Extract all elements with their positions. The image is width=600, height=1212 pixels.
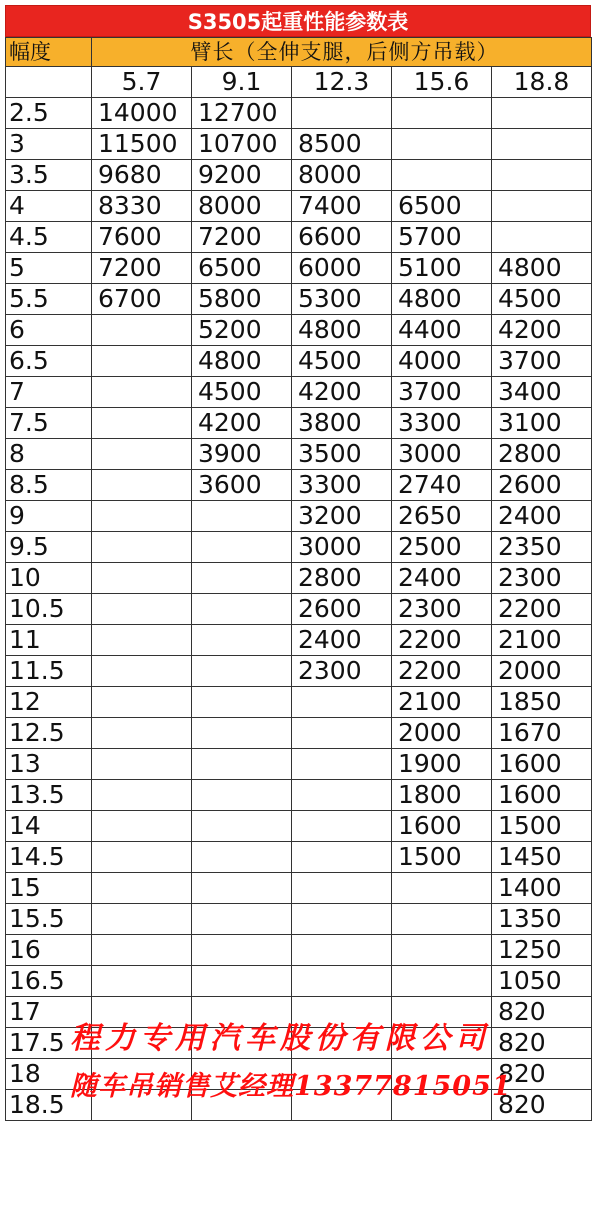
- radius-cell: 6.5: [6, 346, 92, 377]
- radius-cell: 5.5: [6, 284, 92, 315]
- load-cell: 2100: [392, 687, 492, 718]
- radius-cell: 17.5: [6, 1028, 92, 1059]
- load-cell: [292, 1028, 392, 1059]
- load-cell: [92, 470, 192, 501]
- capacity-sheet: [5, 5, 591, 1121]
- load-cell: [92, 439, 192, 470]
- load-cell: [292, 749, 392, 780]
- table-row: [6, 501, 592, 532]
- load-cell: 7200: [92, 253, 192, 284]
- load-cell: [92, 563, 192, 594]
- load-cell: [192, 1028, 292, 1059]
- load-cell: [192, 873, 292, 904]
- company-watermark: 程力专用汽车股份有限公司: [70, 1021, 490, 1056]
- load-cell: 2000: [392, 718, 492, 749]
- load-cell: [192, 904, 292, 935]
- load-cell: [92, 935, 192, 966]
- load-cell: 1900: [392, 749, 492, 780]
- load-cell: 8330: [92, 191, 192, 222]
- load-cell: [392, 160, 492, 191]
- load-cell: [92, 315, 192, 346]
- load-cell: [92, 408, 192, 439]
- load-cell: [192, 594, 292, 625]
- load-cell: 2300: [492, 563, 592, 594]
- load-cell: [192, 966, 292, 997]
- radius-cell: 9.5: [6, 532, 92, 563]
- radius-cell: 6: [6, 315, 92, 346]
- radius-cell: 5: [6, 253, 92, 284]
- radius-cell: 12: [6, 687, 92, 718]
- load-cell: [292, 98, 392, 129]
- radius-cell: 14.5: [6, 842, 92, 873]
- table-row: [6, 1090, 592, 1121]
- load-cell: 6500: [192, 253, 292, 284]
- load-cell: 2740: [392, 470, 492, 501]
- load-cell: 1250: [492, 935, 592, 966]
- load-cell: [92, 904, 192, 935]
- table-row: [6, 1059, 592, 1090]
- load-cell: [92, 780, 192, 811]
- load-cell: [192, 1059, 292, 1090]
- load-cell: [92, 346, 192, 377]
- load-cell: 4000: [392, 346, 492, 377]
- load-cell: 1500: [392, 842, 492, 873]
- load-cell: 12700: [192, 98, 292, 129]
- load-cell: 1600: [492, 749, 592, 780]
- load-cell: 5300: [292, 284, 392, 315]
- table-row: [6, 439, 592, 470]
- table-row: [6, 284, 592, 315]
- load-cell: 820: [492, 1090, 592, 1121]
- load-cell: [192, 563, 292, 594]
- load-cell: 3300: [292, 470, 392, 501]
- radius-cell: 13: [6, 749, 92, 780]
- load-cell: [292, 966, 392, 997]
- radius-cell: 10: [6, 563, 92, 594]
- boom-length-cell: 9.1: [192, 67, 292, 98]
- load-cell: 3900: [192, 439, 292, 470]
- load-cell: 3100: [492, 408, 592, 439]
- load-cell: 4800: [392, 284, 492, 315]
- load-cell: 1350: [492, 904, 592, 935]
- load-cell: 5100: [392, 253, 492, 284]
- load-cell: 1600: [492, 780, 592, 811]
- load-cell: 2400: [292, 625, 392, 656]
- load-cell: 7400: [292, 191, 392, 222]
- load-cell: 2400: [492, 501, 592, 532]
- load-cell: [492, 160, 592, 191]
- load-cell: 1670: [492, 718, 592, 749]
- load-cell: [292, 873, 392, 904]
- header-row: [6, 38, 592, 67]
- table-row: [6, 966, 592, 997]
- load-cell: [492, 222, 592, 253]
- radius-cell: 16.5: [6, 966, 92, 997]
- boom-length-cell: 15.6: [392, 67, 492, 98]
- radius-cell: 4: [6, 191, 92, 222]
- load-cell: [92, 811, 192, 842]
- load-cell: 2350: [492, 532, 592, 563]
- load-cell: [192, 532, 292, 563]
- load-cell: 3700: [492, 346, 592, 377]
- load-cell: [292, 811, 392, 842]
- radius-header: 幅度: [6, 38, 92, 67]
- load-cell: [292, 1059, 392, 1090]
- table-row: [6, 315, 592, 346]
- radius-cell: 12.5: [6, 718, 92, 749]
- load-cell: 2200: [392, 656, 492, 687]
- load-chart-table: [5, 37, 592, 1121]
- load-cell: [292, 904, 392, 935]
- radius-cell: 14: [6, 811, 92, 842]
- load-cell: 2800: [492, 439, 592, 470]
- table-row: [6, 160, 592, 191]
- load-cell: [92, 966, 192, 997]
- load-cell: 4800: [492, 253, 592, 284]
- load-cell: 2400: [392, 563, 492, 594]
- load-cell: 8000: [292, 160, 392, 191]
- load-cell: 820: [492, 997, 592, 1028]
- load-cell: 3000: [292, 532, 392, 563]
- table-row: [6, 222, 592, 253]
- load-cell: [292, 842, 392, 873]
- load-cell: 9200: [192, 160, 292, 191]
- load-cell: 820: [492, 1028, 592, 1059]
- load-cell: 2100: [492, 625, 592, 656]
- load-cell: 1450: [492, 842, 592, 873]
- load-cell: [392, 966, 492, 997]
- load-cell: [192, 656, 292, 687]
- load-cell: [92, 687, 192, 718]
- load-cell: [492, 98, 592, 129]
- load-cell: 820: [492, 1059, 592, 1090]
- load-cell: 4800: [292, 315, 392, 346]
- table-row: [6, 98, 592, 129]
- load-cell: 2300: [392, 594, 492, 625]
- load-cell: 1500: [492, 811, 592, 842]
- load-cell: [492, 191, 592, 222]
- load-cell: 6600: [292, 222, 392, 253]
- load-cell: 4400: [392, 315, 492, 346]
- radius-cell: 16: [6, 935, 92, 966]
- load-cell: 5800: [192, 284, 292, 315]
- table-row: [6, 687, 592, 718]
- load-cell: 2650: [392, 501, 492, 532]
- load-cell: 1600: [392, 811, 492, 842]
- load-cell: 10700: [192, 129, 292, 160]
- boom-length-row: [6, 67, 592, 98]
- load-cell: [392, 1028, 492, 1059]
- load-cell: [92, 842, 192, 873]
- radius-cell: 9: [6, 501, 92, 532]
- table-row: [6, 253, 592, 284]
- table-row: [6, 594, 592, 625]
- table-row: [6, 470, 592, 501]
- load-cell: 2600: [292, 594, 392, 625]
- load-cell: [392, 935, 492, 966]
- load-cell: [192, 935, 292, 966]
- radius-cell: 13.5: [6, 780, 92, 811]
- boom-length-header: 臂长（全伸支腿，后侧方吊载）: [92, 38, 592, 67]
- load-cell: 2000: [492, 656, 592, 687]
- load-cell: [92, 501, 192, 532]
- load-cell: [192, 718, 292, 749]
- table-body: [6, 98, 592, 1121]
- load-cell: 6700: [92, 284, 192, 315]
- table-row: [6, 997, 592, 1028]
- load-cell: [192, 501, 292, 532]
- table-row: [6, 873, 592, 904]
- table-row: [6, 563, 592, 594]
- load-cell: 8000: [192, 191, 292, 222]
- load-cell: 7600: [92, 222, 192, 253]
- load-cell: 6500: [392, 191, 492, 222]
- load-cell: 4200: [192, 408, 292, 439]
- table-row: [6, 656, 592, 687]
- load-cell: 3400: [492, 377, 592, 408]
- radius-cell: 7: [6, 377, 92, 408]
- load-cell: [192, 811, 292, 842]
- load-cell: [92, 656, 192, 687]
- table-row: [6, 811, 592, 842]
- load-cell: 9680: [92, 160, 192, 191]
- radius-cell: 4.5: [6, 222, 92, 253]
- load-cell: 6000: [292, 253, 392, 284]
- radius-cell: 7.5: [6, 408, 92, 439]
- load-cell: [92, 1028, 192, 1059]
- load-cell: 1400: [492, 873, 592, 904]
- load-cell: 5700: [392, 222, 492, 253]
- load-cell: [292, 687, 392, 718]
- radius-cell: 3: [6, 129, 92, 160]
- load-cell: [292, 1090, 392, 1121]
- load-cell: [92, 594, 192, 625]
- radius-cell: 2.5: [6, 98, 92, 129]
- load-cell: [392, 997, 492, 1028]
- radius-cell: 18: [6, 1059, 92, 1090]
- load-cell: [92, 997, 192, 1028]
- load-cell: [92, 718, 192, 749]
- load-cell: 5200: [192, 315, 292, 346]
- table-row: [6, 1028, 592, 1059]
- load-cell: 4200: [492, 315, 592, 346]
- load-cell: 2600: [492, 470, 592, 501]
- load-cell: 8500: [292, 129, 392, 160]
- load-cell: [292, 718, 392, 749]
- load-cell: [292, 780, 392, 811]
- load-cell: 14000: [92, 98, 192, 129]
- load-cell: 2300: [292, 656, 392, 687]
- load-cell: 3700: [392, 377, 492, 408]
- table-row: [6, 532, 592, 563]
- load-cell: 2500: [392, 532, 492, 563]
- table-row: [6, 129, 592, 160]
- table-row: [6, 780, 592, 811]
- load-cell: [292, 935, 392, 966]
- load-cell: 3300: [392, 408, 492, 439]
- load-cell: 4800: [192, 346, 292, 377]
- radius-cell: 10.5: [6, 594, 92, 625]
- table-row: [6, 625, 592, 656]
- radius-cell: 15: [6, 873, 92, 904]
- boom-length-cell: 12.3: [292, 67, 392, 98]
- load-cell: 4500: [492, 284, 592, 315]
- radius-cell: 3.5: [6, 160, 92, 191]
- radius-cell: 11: [6, 625, 92, 656]
- table-row: [6, 935, 592, 966]
- sales-contact-watermark: 随车吊销售艾经理13377815051: [70, 1071, 512, 1102]
- radius-cell: 8.5: [6, 470, 92, 501]
- load-cell: 3800: [292, 408, 392, 439]
- load-cell: [492, 129, 592, 160]
- empty-corner-cell: [6, 67, 92, 98]
- table-row: [6, 842, 592, 873]
- load-cell: 11500: [92, 129, 192, 160]
- radius-cell: 8: [6, 439, 92, 470]
- load-cell: [392, 129, 492, 160]
- table-row: [6, 377, 592, 408]
- load-cell: 1050: [492, 966, 592, 997]
- load-cell: 4200: [292, 377, 392, 408]
- load-cell: [392, 1090, 492, 1121]
- table-row: [6, 191, 592, 222]
- load-cell: 2200: [392, 625, 492, 656]
- radius-cell: 11.5: [6, 656, 92, 687]
- table-row: [6, 749, 592, 780]
- load-cell: 4500: [292, 346, 392, 377]
- load-cell: [292, 997, 392, 1028]
- load-cell: 3200: [292, 501, 392, 532]
- load-cell: [192, 997, 292, 1028]
- boom-length-cell: 18.8: [492, 67, 592, 98]
- load-cell: 1850: [492, 687, 592, 718]
- load-cell: 1800: [392, 780, 492, 811]
- table-row: [6, 408, 592, 439]
- table-row: [6, 904, 592, 935]
- table-row: [6, 346, 592, 377]
- load-cell: [92, 377, 192, 408]
- table-title: S3505起重性能参数表: [5, 5, 591, 37]
- load-cell: 3000: [392, 439, 492, 470]
- load-cell: [192, 1090, 292, 1121]
- load-cell: [192, 625, 292, 656]
- load-cell: [92, 1059, 192, 1090]
- load-cell: [192, 842, 292, 873]
- load-cell: 2200: [492, 594, 592, 625]
- table-row: [6, 718, 592, 749]
- radius-cell: 18.5: [6, 1090, 92, 1121]
- load-cell: [392, 98, 492, 129]
- load-cell: 3600: [192, 470, 292, 501]
- radius-cell: 17: [6, 997, 92, 1028]
- load-cell: [92, 749, 192, 780]
- load-cell: [392, 1059, 492, 1090]
- load-cell: 7200: [192, 222, 292, 253]
- load-cell: [92, 532, 192, 563]
- load-cell: 3500: [292, 439, 392, 470]
- load-cell: [92, 1090, 192, 1121]
- load-cell: [92, 873, 192, 904]
- load-cell: [392, 873, 492, 904]
- load-cell: 4500: [192, 377, 292, 408]
- load-cell: 2800: [292, 563, 392, 594]
- boom-length-cell: 5.7: [92, 67, 192, 98]
- load-cell: [92, 625, 192, 656]
- load-cell: [392, 904, 492, 935]
- load-cell: [192, 749, 292, 780]
- load-cell: [192, 687, 292, 718]
- load-cell: [192, 780, 292, 811]
- radius-cell: 15.5: [6, 904, 92, 935]
